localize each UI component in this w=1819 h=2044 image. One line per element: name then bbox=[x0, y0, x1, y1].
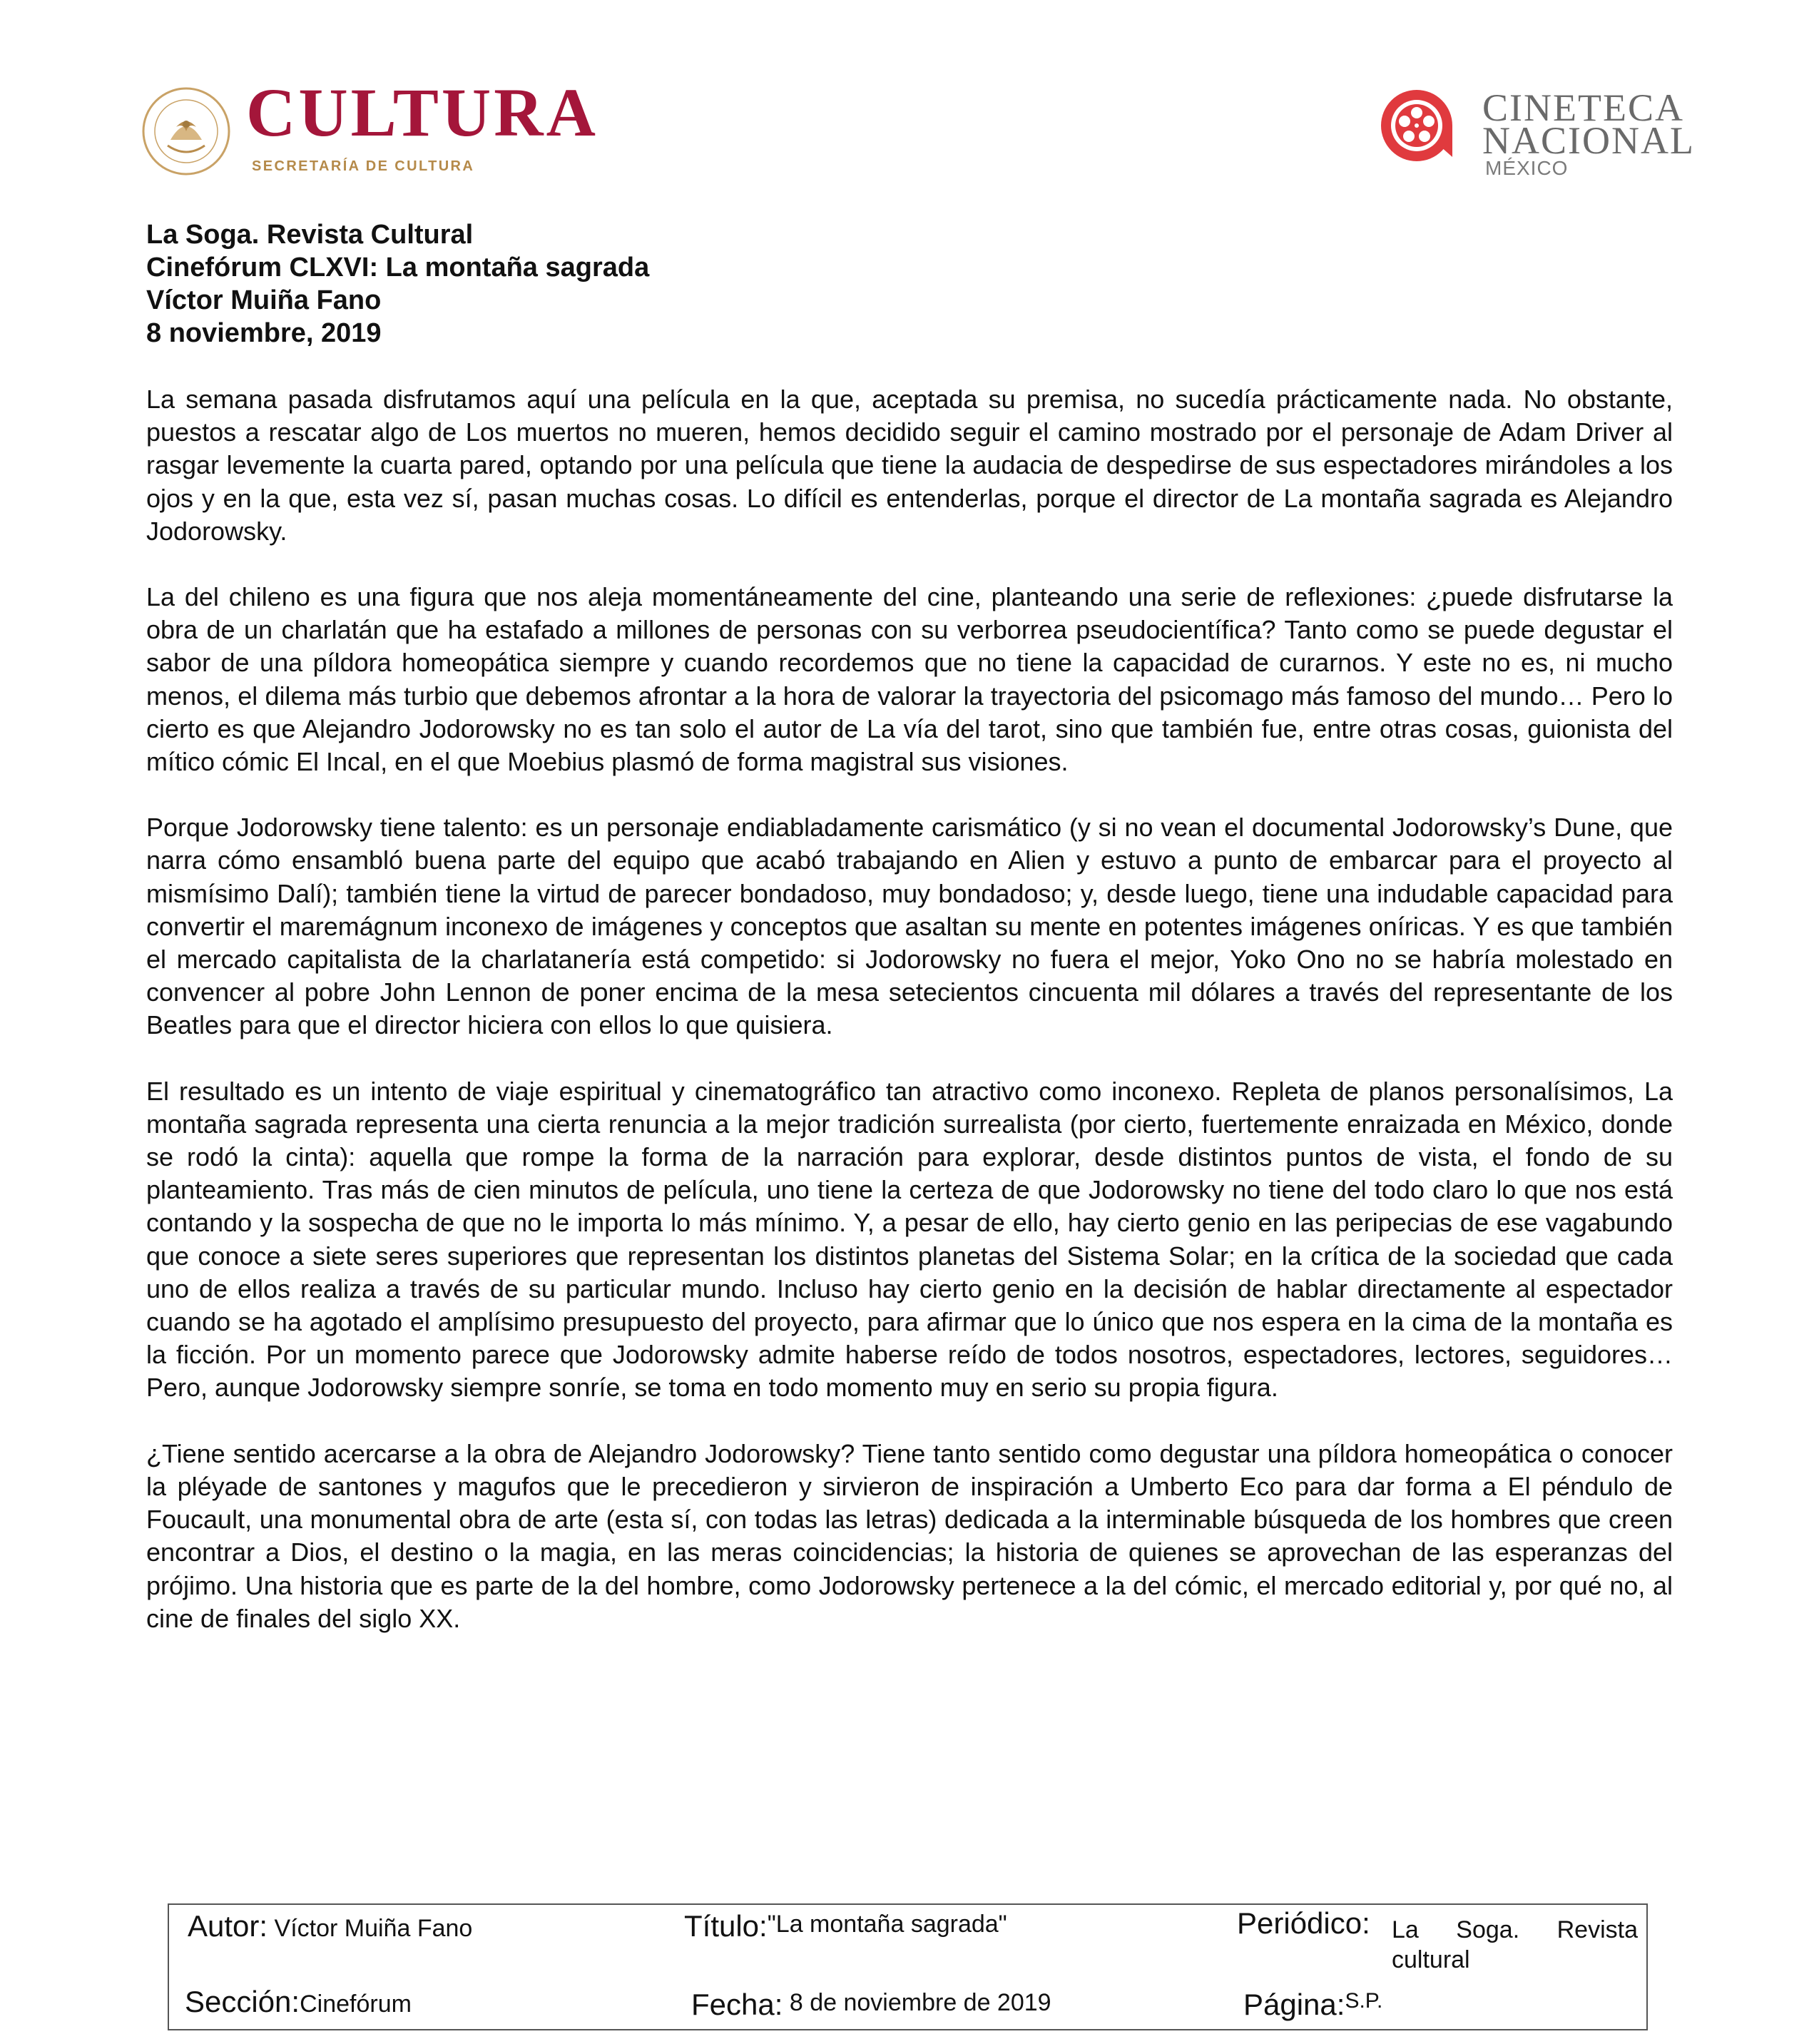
ref-fecha bbox=[691, 1988, 1051, 2022]
paragraph: Porque Jodorowsky tiene talento: es un personaje endiabladamente carismático (y si no vean el documental Jodorowsky’s Dune, que narra cómo ensambló buena parte del equipo que acabó trabajando en Alien y estuvo a punto de embarcar para el proyecto al mismísimo Dalí); también tiene la virtud de parecer bondadoso, muy bondadoso; y, desde luego, tiene una indudable capacidad para convertir el maremágnum inconexo de imágenes y conceptos que asaltan su mente en potentes imágenes oníricas. Y es que también el mercado capitalista de la charlatanería está competido: si Jodorowsky no fuera el mejor, Yoko Ono no se habría molestado en convencer al pobre John Lennon de poner encima de la mesa setecientos cincuenta mil dólares a través del representante de los Beatles para que el director hiciera con ellos lo que quisiera. bbox=[146, 813, 1673, 1040]
article-date: 8 noviembre, 2019 bbox=[146, 318, 382, 348]
ref-seccion bbox=[185, 1985, 412, 2019]
ref-pagina bbox=[1243, 1988, 1382, 2022]
mexican-coat-of-arms-seal bbox=[139, 84, 233, 178]
ref-seccion-value: Cinefórum bbox=[300, 1990, 412, 2018]
ref-seccion-label: Sección: bbox=[185, 1985, 300, 2018]
ref-periodico bbox=[1237, 1906, 1638, 1973]
cultura-subtitle: SECRETARÍA DE CULTURA bbox=[252, 158, 475, 174]
cineteca-logo bbox=[1377, 84, 1695, 184]
reference-box bbox=[168, 1903, 1648, 2030]
ref-fecha-value: 8 de noviembre de 2019 bbox=[789, 1989, 1051, 2016]
paragraph: La del chileno es una figura que nos aleja momentáneamente del cine, planteando una serie de reflexiones: ¿puede disfrutarse la obra de un charlatán que ha estafado a millones de personas con su verborrea pseudocientífica? Tanto como se puede degustar el sabor de una píldora homeopática siempre y cuando recordemos que no tiene la capacidad de curarnos. Y este no es, ni mucho menos, el dilema más turbio que debemos afrontar a la hora de valorar la trayectoria del psicomago más famoso del mundo… Pero lo cierto es que Alejandro Jodorowsky no es tan solo el autor de La vía del tarot, sino que también fue, entre otras cosas, guionista del mítico cómic El Incal, en el que Moebius plasmó de forma magistral sus visiones. bbox=[146, 582, 1673, 777]
ref-fecha-label: Fecha: bbox=[691, 1988, 783, 2021]
ref-autor-value: Víctor Muiña Fano bbox=[274, 1915, 473, 1942]
ref-autor-label: Autor: bbox=[188, 1909, 268, 1943]
ref-periodico-label: Periódico: bbox=[1237, 1906, 1370, 1940]
cineteca-line3: MÉXICO bbox=[1485, 157, 1569, 179]
paragraph: El resultado es un intento de viaje espiritual y cinematográfico tan atractivo como inconexo. Repleta de planos personalísimos, La montaña sagrada representa una cierta renuncia a la mejor tradición surrealista (por cierto, fuertemente enraizada en México, donde se rodó la cinta): aquella que rompe la forma de la narración para explorar, desde distintos puntos de vista, el fondo de su planteamiento. Tras más de cien minutos de película, uno tiene la certeza de que Jodorowsky no tiene del todo claro lo que nos está contando y la sospecha de que no le importa lo más mínimo. Y, a pesar de ello, hay cierto genio en las peripecias de ese vagabundo que conoce a siete seres superiores que representan los distintos planetas del Sistema Solar; en la crítica de la sociedad que cada uno de ellos realiza a través de su particular mundo. Incluso hay cierto genio en la decisión de hablar directamente al espectador cuando se ha agotado el amplísimo presupuesto del proyecto, para afirmar que lo único que nos espera en la cima de la montaña es la ficción. Por un momento parece que Jodorowsky admite haberse reído de todos nosotros, espectadores, lectores, seguidores… Pero, aunque Jodorowsky siempre sonríe, se toma en todo momento muy en serio su propia figura. bbox=[146, 1076, 1673, 1403]
article-body bbox=[146, 383, 1673, 1668]
ref-pagina-value: S.P. bbox=[1345, 1989, 1383, 2013]
ref-autor bbox=[188, 1909, 472, 1943]
ref-periodico-value-cont: cultural bbox=[1392, 1946, 1470, 1973]
cultura-logo bbox=[139, 74, 603, 184]
article-title: Cinefórum CLXVI: La montaña sagrada bbox=[146, 253, 650, 283]
ref-titulo bbox=[684, 1909, 1007, 1943]
article-author: Víctor Muiña Fano bbox=[146, 285, 382, 315]
cineteca-line2: NACIONAL bbox=[1482, 119, 1695, 162]
film-reel-icon bbox=[1377, 86, 1457, 166]
cineteca-line1: CINETECA bbox=[1482, 86, 1684, 129]
ref-pagina-label: Página: bbox=[1243, 1988, 1345, 2021]
ref-titulo-label: Título: bbox=[684, 1909, 768, 1943]
paragraph: ¿Tiene sentido acercarse a la obra de Alejandro Jodorowsky? Tiene tanto sentido como degustar una píldora homeopática o conocer la pléyade de santones y magufos que le precedieron y sirvieron de inspiración a Umberto Eco para dar forma a El péndulo de Foucault, una monumental obra de arte (esta sí, con todas las letras) dedicada a la interminable búsqueda de los hombres que creen encontrar a Dios, el destino o la magia, en las meras coincidencias; la historia de quienes se aprovechan de las esperanzas del prójimo. Una historia que es parte de la del hombre, como Jodorowsky pertenece a la del cómic, el mercado editorial y, por qué no, al cine de finales del siglo XX. bbox=[146, 1438, 1673, 1633]
ref-periodico-value: La Soga. Revista bbox=[1392, 1916, 1638, 1943]
cultura-wordmark: CULTURA bbox=[246, 74, 598, 151]
publication-name: La Soga. Revista Cultural bbox=[146, 220, 474, 250]
article-header bbox=[146, 218, 649, 350]
paragraph: La semana pasada disfrutamos aquí una película en la que, aceptada su premisa, no sucedía prácticamente nada. No obstante, puestos a rescatar algo de Los muertos no mueren, hemos decidido seguir el camino mostrado por el personaje de Adam Driver al rasgar levemente la cuarta pared, optando por una película que tiene la audacia de despedirse de sus espectadores mirándoles a los ojos y en la que, esta vez sí, pasan muchas cosas. Lo difícil es entenderlas, porque el director de La montaña sagrada es Alejandro Jodorowsky. bbox=[146, 385, 1673, 546]
ref-titulo-value: "La montaña sagrada" bbox=[767, 1911, 1007, 1938]
